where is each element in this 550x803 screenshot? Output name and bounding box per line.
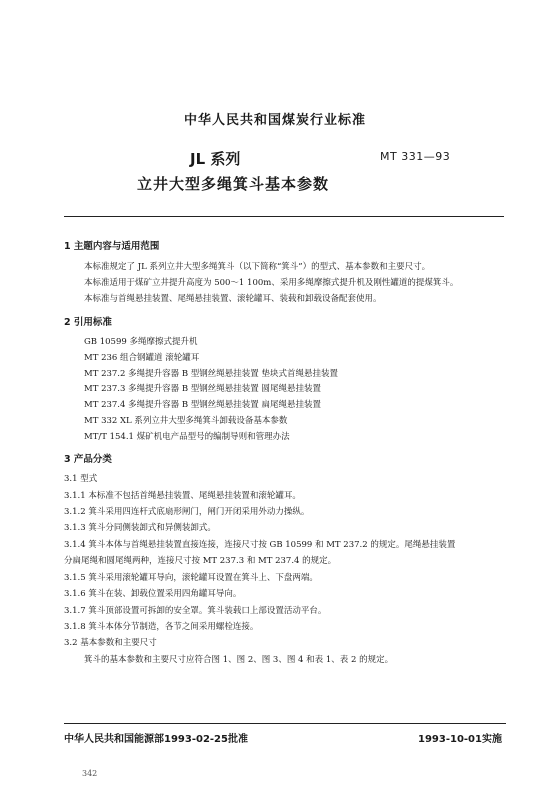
section-1-paragraph: 本标准适用于煤矿立井提升高度为 500～1 100m、采用多绳摩擦式提升机及刚性罐道的提煤箕斗。 <box>84 278 459 288</box>
section-1-paragraph: 本标准与首绳悬挂装置、尾绳悬挂装置、滚轮罐耳、装载和卸载设备配套使用。 <box>84 294 382 304</box>
top-rule <box>64 216 504 217</box>
clause-item: 3.1.8 箕斗本体分节制造，各节之间采用螺栓连接。 <box>64 622 259 632</box>
clause-item: 3.1 型式 <box>64 474 98 484</box>
title-line-1: JL 系列 <box>190 150 241 168</box>
standard-number: MT 331—93 <box>380 150 451 163</box>
reference-item: GB 10599 多绳摩擦式提升机 <box>84 337 198 347</box>
bottom-rule <box>64 723 506 724</box>
clause-item: 3.2 基本参数和主要尺寸 <box>64 638 157 648</box>
section-1-heading: 1 主题内容与适用范围 <box>64 241 160 252</box>
page-number: 342 <box>82 769 98 778</box>
section-3-heading: 3 产品分类 <box>64 454 112 465</box>
reference-item: MT 237.3 多绳提升容器 B 型钢丝绳悬挂装置 圆尾绳悬挂装置 <box>84 384 321 394</box>
reference-item: MT 237.4 多绳提升容器 B 型钢丝绳悬挂装置 扁尾绳悬挂装置 <box>84 400 321 410</box>
section-2-heading: 2 引用标准 <box>64 317 112 328</box>
clause-item: 分扁尾绳和圆尾绳两种，连接尺寸按 MT 237.3 和 MT 237.4 的规定。 <box>64 556 337 566</box>
clause-item: 3.1.5 箕斗采用滚轮罐耳导向，滚轮罐耳设置在箕斗上、下盘两端。 <box>64 573 318 583</box>
approval-line: 中华人民共和国能源部1993-02-25批准 <box>64 734 248 745</box>
org-title: 中华人民共和国煤炭行业标准 <box>183 113 366 128</box>
clause-item: 箕斗的基本参数和主要尺寸应符合图 1、图 2、图 3、图 4 和表 1、表 2 的规定。 <box>84 655 394 665</box>
reference-item: MT 332 XL 系列立井大型多绳箕斗卸载设备基本参数 <box>84 416 288 426</box>
clause-item: 3.1.3 箕斗分同侧装卸式和异侧装卸式。 <box>64 523 216 533</box>
clause-item: 3.1.2 箕斗采用四连杆式底扇形闸门，闸门开闭采用外动力操纵。 <box>64 507 310 517</box>
clause-item: 3.1.4 箕斗本体与首绳悬挂装置直接连接，连接尺寸按 GB 10599 和 MT 237.2 的规定。尾绳悬挂装置 <box>64 540 456 550</box>
clause-item: 3.1.6 箕斗在装、卸载位置采用四角罐耳导向。 <box>64 589 242 599</box>
reference-item: MT/T 154.1 煤矿机电产品型号的编制导则和管理办法 <box>84 432 290 442</box>
title-line-2: 立井大型多绳箕斗基本参数 <box>137 175 330 193</box>
effective-date: 1993-10-01实施 <box>418 734 502 745</box>
section-1-paragraph: 本标准规定了 JL 系列立井大型多绳箕斗（以下简称“箕斗”）的型式、基本参数和主要尺寸。 <box>84 262 431 272</box>
reference-item: MT 237.2 多绳提升容器 B 型钢丝绳悬挂装置 垫块式首绳悬挂装置 <box>84 369 338 379</box>
reference-item: MT 236 组合钢罐道 滚轮罐耳 <box>84 353 200 363</box>
clause-item: 3.1.7 箕斗顶部设置可拆卸的安全罩。箕斗装载口上部设置活动平台。 <box>64 606 327 616</box>
clause-item: 3.1.1 本标准不包括首绳悬挂装置、尾绳悬挂装置和滚轮罐耳。 <box>64 491 301 501</box>
